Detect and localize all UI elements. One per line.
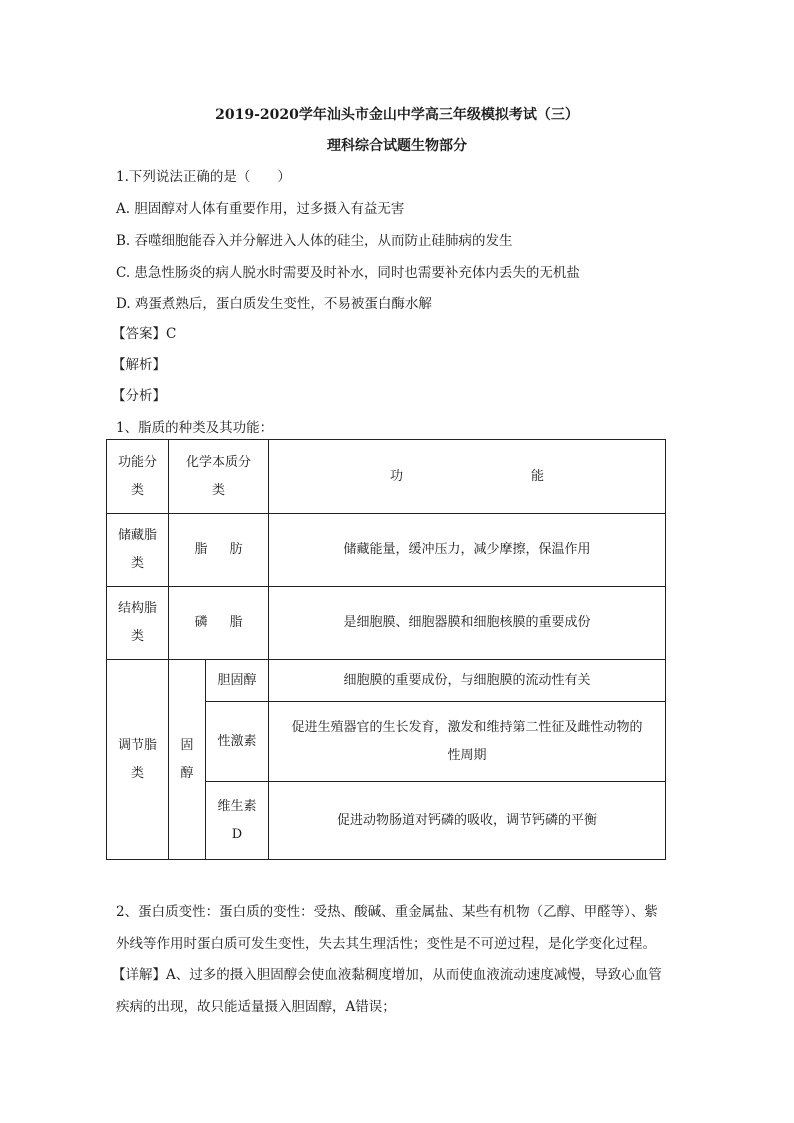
- table-row: [107, 587, 666, 660]
- option-c: C. 患急性肠炎的病人脱水时需要及时补水，同时也需要补充体内丢失的无机盐: [116, 265, 580, 281]
- answer-label: 【答案】C: [112, 326, 177, 342]
- subtype-line1: 维生素: [217, 798, 257, 814]
- section-subtitle: 理科综合试题生物部分: [327, 138, 467, 154]
- category-cell: [107, 587, 169, 660]
- table-row: [107, 514, 666, 587]
- point-2-line2: 外线等作用时蛋白质可发生变性，失去其生理活性；变性是不可逆过程，是化学变化过程。: [116, 936, 656, 952]
- lipid-table: [106, 439, 666, 860]
- category-line1: 储藏脂: [117, 528, 157, 543]
- subtype-cell: 性激素: [206, 702, 269, 782]
- option-d: D. 鸡蛋煮熟后，蛋白质发生变性，不易被蛋白酶水解: [116, 296, 432, 312]
- function-cell: 是细胞膜、细胞器膜和细胞核膜的重要成份: [269, 587, 666, 660]
- function-cell: 细胞膜的重要成份，与细胞膜的流动性有关: [269, 660, 666, 702]
- header-chemistry-line2: 类: [212, 482, 226, 498]
- function-line1: 促进生殖器官的生长发育，激发和维持第二性征及雌性动物的: [291, 719, 643, 735]
- chemistry-cell: [169, 514, 269, 587]
- option-b: B. 吞噬细胞能吞入并分解进入人体的硅尘，从而防止硅肺病的发生: [116, 233, 513, 249]
- header-chemistry-line1: 化学本质分: [186, 454, 252, 470]
- fenxi-heading: 【分析】: [112, 388, 166, 404]
- category-line1: 结构脂: [117, 601, 157, 616]
- function-cell: 促进动物肠道对钙磷的吸收，调节钙磷的平衡: [269, 782, 666, 860]
- function-line2: 性周期: [447, 747, 487, 763]
- group-line1: 固: [180, 737, 194, 753]
- table-row: [107, 660, 666, 702]
- header-cell-category: [107, 440, 169, 514]
- table-row-header: [107, 440, 666, 514]
- option-a: A. 胆固醇对人体有重要作用，过多摄入有益无害: [116, 201, 405, 217]
- point-1: 1、脂质的种类及其功能：: [116, 420, 274, 436]
- chemistry-char2: 脂: [229, 615, 243, 630]
- category-line1: 调节脂: [117, 737, 157, 753]
- header-cell-chemistry: [169, 440, 269, 514]
- header-cell-function: [269, 440, 666, 514]
- header-category-line2: 类: [130, 482, 144, 498]
- point-2-line1: 2、蛋白质变性：蛋白质的变性：受热、酸碱、重金属盐、某些有机物（乙醇、甲醛等）、紫: [116, 904, 658, 920]
- chemistry-cell: [169, 587, 269, 660]
- category-line2: 类: [130, 765, 144, 781]
- subtype-cell: 胆固醇: [206, 660, 269, 702]
- category-line2: 类: [130, 629, 144, 644]
- chemistry-char2: 肪: [229, 542, 243, 557]
- group-line2: 醇: [180, 765, 194, 781]
- function-cell: [269, 702, 666, 782]
- detail-line1: 【详解】A、过多的摄入胆固醇会使血液黏稠度增加，从而使血液流动速度减慢，导致心血管: [112, 967, 662, 983]
- category-line2: 类: [130, 556, 144, 571]
- question-stem: 1.下列说法正确的是（ ）: [116, 169, 291, 185]
- subtype-cell: [206, 782, 269, 860]
- exam-title: 2019-2020学年汕头市金山中学高三年级模拟考试（三）: [215, 107, 579, 123]
- detail-line2: 疾病的出现，故只能适量摄入胆固醇，A错误；: [116, 999, 396, 1015]
- function-cell: 储藏能量，缓冲压力，减少摩擦，保温作用: [269, 514, 666, 587]
- header-function-char1: 功: [389, 468, 403, 484]
- header-category-line1: 功能分: [117, 454, 157, 470]
- header-function-char2: 能: [531, 468, 545, 484]
- chemistry-char1: 磷: [194, 615, 208, 630]
- group-cell-sterol: [169, 660, 206, 860]
- analysis-heading: 【解析】: [112, 357, 166, 373]
- category-cell: [107, 514, 169, 587]
- subtype-line2: D: [231, 826, 243, 842]
- category-cell-regulatory: [107, 660, 169, 860]
- chemistry-char1: 脂: [194, 542, 208, 557]
